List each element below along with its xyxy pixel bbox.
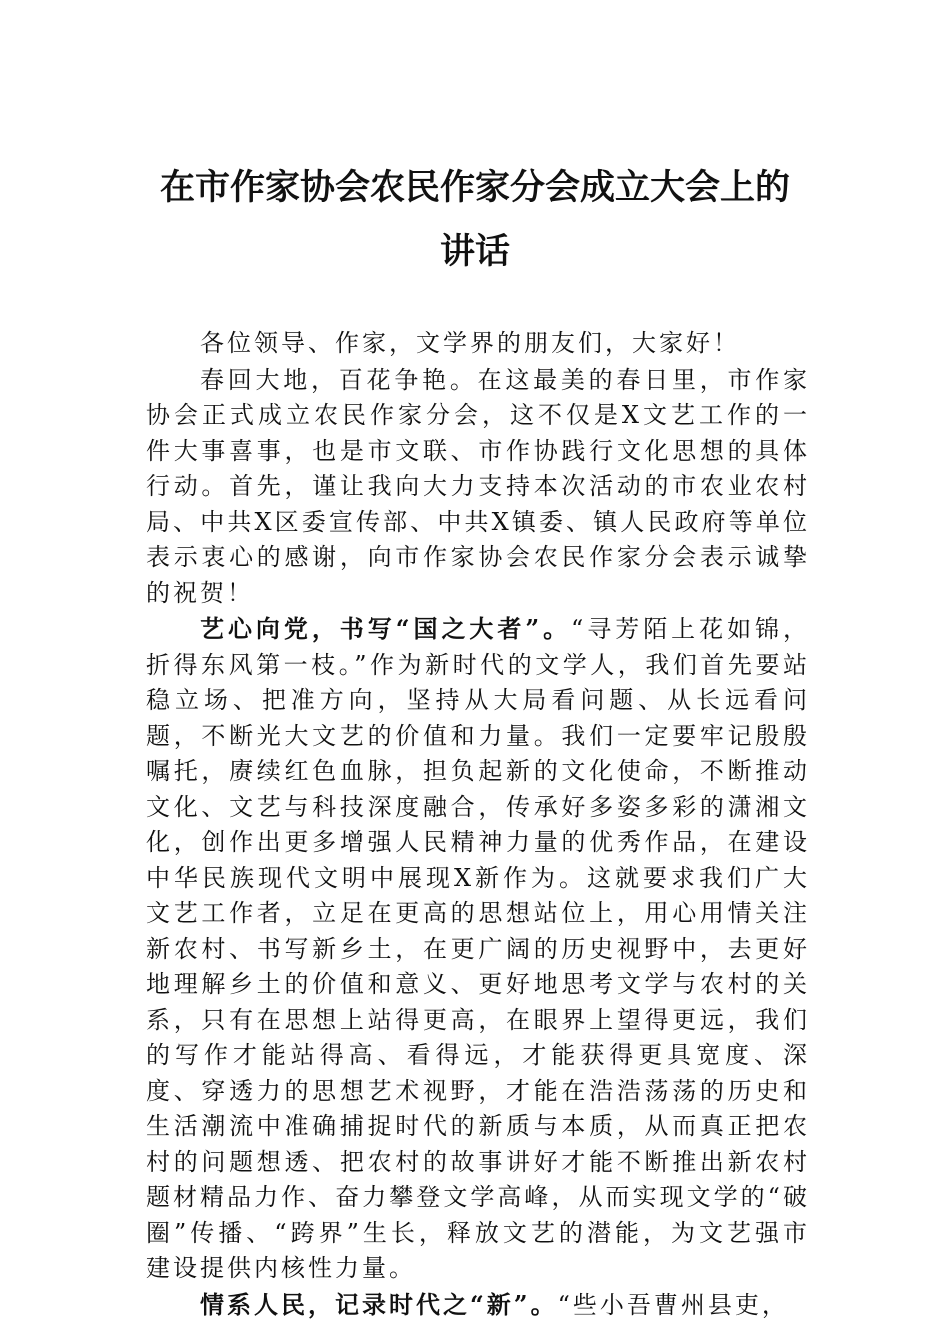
section-heading: 艺心向党，书写“国之大者”。 <box>200 614 572 643</box>
paragraph-greeting <box>146 325 810 362</box>
title-line-1: 在市作家协会农民作家分会成立大会上的 <box>159 167 790 208</box>
paragraph-text: 春回大地，百花争艳。在这最美的春日里，市作家协会正式成立农民作家分会，这不仅是X文艺工作的一件大事喜事，也是市文联、市作协践行文化思想的具体行动。首先，谨让我向大力支持本次活动的市农业农村局、中共X区委宣传部、中共X镇委、镇人民政府等单位表示衷心的感谢，向市作家协会农民作家分会表示诚挚的祝贺！ <box>146 365 810 607</box>
document-title <box>140 156 810 284</box>
document-body <box>146 325 810 1323</box>
paragraph-text: 各位领导、作家，文学界的朋友们，大家好！ <box>200 329 740 357</box>
paragraph-intro <box>146 362 810 612</box>
paragraph-section-2 <box>146 1287 810 1324</box>
section-heading: 情系人民，记录时代之“新”。 <box>200 1289 558 1319</box>
title-line-2: 讲话 <box>439 231 510 272</box>
paragraph-text: “些小吾曹州县吏， <box>557 1290 789 1319</box>
paragraph-section-1 <box>146 611 810 1287</box>
paragraph-text: “寻芳陌上花如锦，折得东风第一枝。”作为新时代的文学人，我们首先要站稳立场、把准方向，坚持从大局看问题、从长远看问题，不断光大文艺的价值和力量。我们一定要牢记殷殷嘱托，赓续红色血脉，担负起新的文化使命，不断推动文化、文艺与科技深度融合，传承好多姿多彩的潇湘文化，创作出更多增强人民精神力量的优秀作品，在建设中华民族现代文明中展现X新作为。这就要求我们广大文艺工作者，立足在更高的思想站位上，用心用情关注新农村、书写新乡土，在更广阔的历史视野中，去更好地理解乡土的价值和意义、更好地思考文学与农村的关系，只有在思想上站得更高，在眼界上望得更远，我们的写作才能站得高、看得远，才能获得更具宽度、深度、穿透力的思想艺术视野，才能在浩浩荡荡的历史和生活潮流中准确捕捉时代的新质与本质，从而真正把农村的问题想透、把农村的故事讲好才能不断推出新农村题材精品力作、奋力攀登文学高峰，从而实现文学的“破圈”传播、“跨界”生长，释放文艺的潜能，为文艺强市建设提供内核性力量。 <box>146 615 810 1282</box>
